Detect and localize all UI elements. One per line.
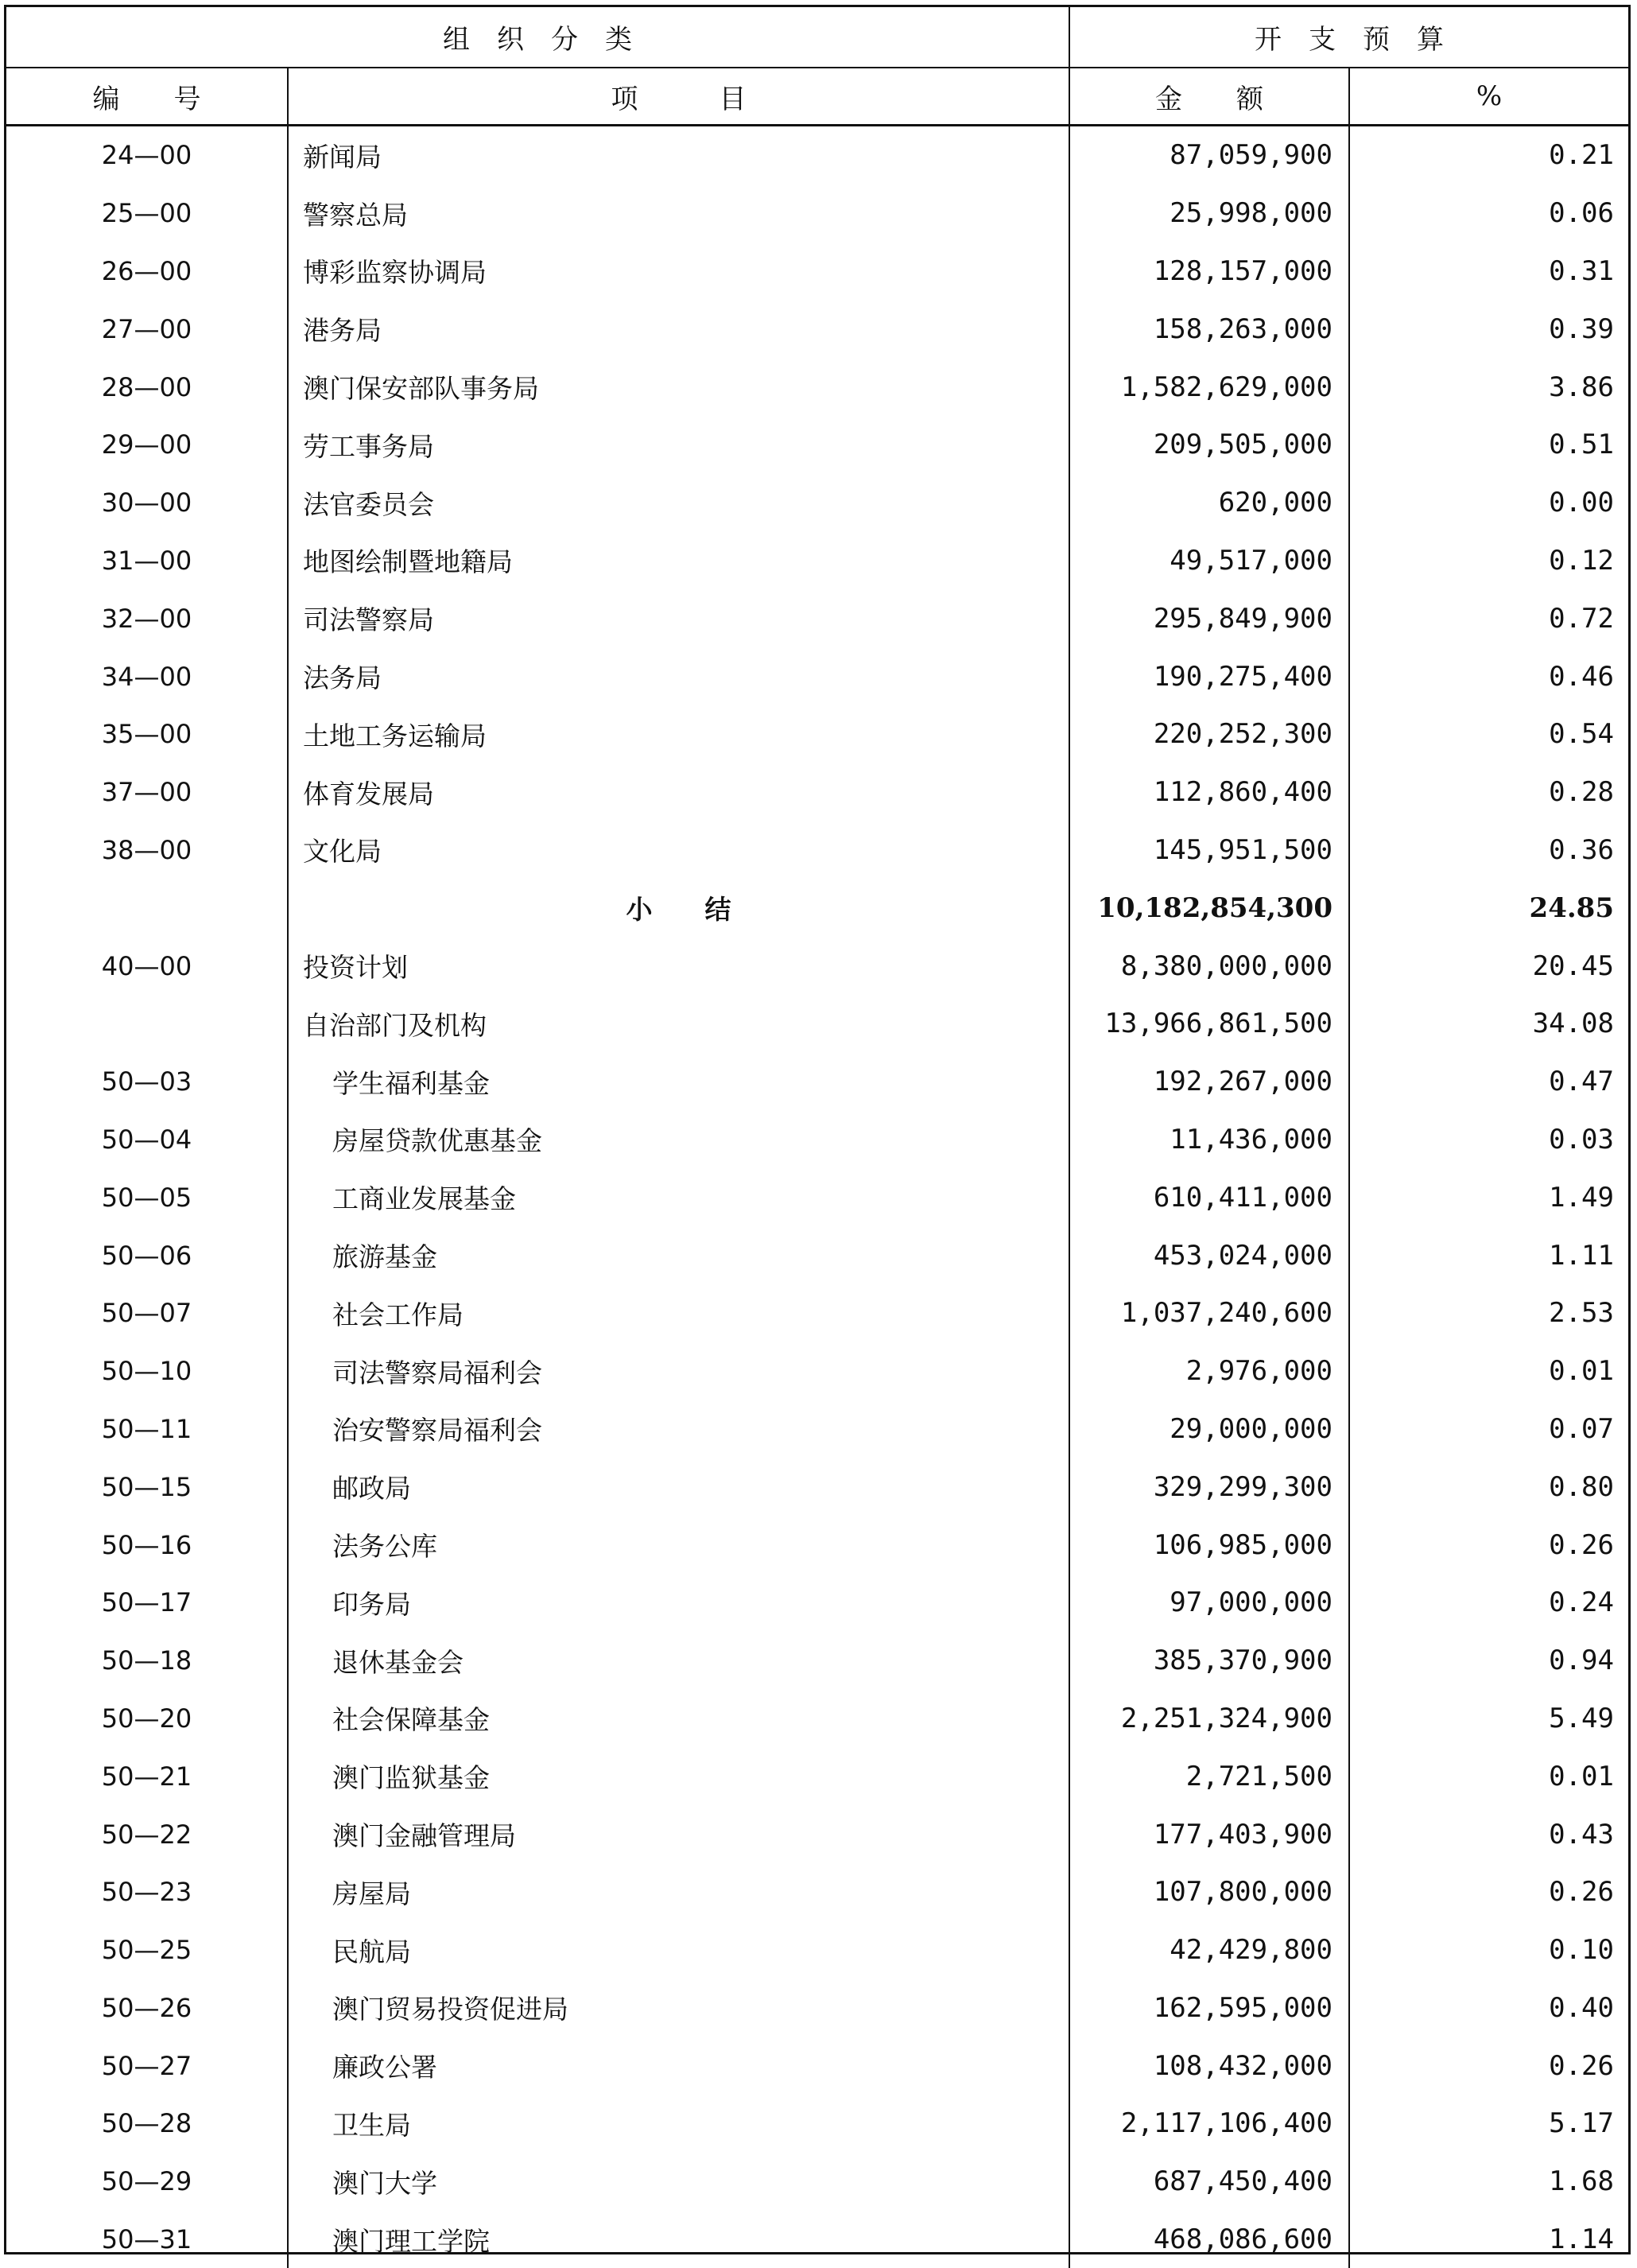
row-amount: 162,595,000 [1069, 1979, 1349, 2037]
row-code: 50—26 [6, 1979, 288, 2037]
row-percent: 0.28 [1349, 763, 1628, 821]
table-body [6, 126, 1628, 2268]
table-row [6, 1458, 1628, 1516]
row-item-name: 博彩监察协调局 [288, 243, 1069, 301]
row-percent: 0.06 [1349, 184, 1628, 243]
row-percent: 5.17 [1349, 2095, 1628, 2153]
row-percent: 0.54 [1349, 705, 1628, 763]
header-item: 项 目 [288, 68, 1069, 126]
row-amount: 610,411,000 [1069, 1168, 1349, 1226]
table-row [6, 1979, 1628, 2037]
row-amount: 687,450,400 [1069, 2153, 1349, 2211]
row-code: 50—05 [6, 1168, 288, 1226]
row-amount: 8,380,000,000 [1069, 937, 1349, 995]
row-item-name: 澳门贸易投资促进局 [288, 1979, 1069, 2037]
row-code [6, 879, 288, 937]
table-row [6, 1053, 1628, 1111]
row-item-name: 民航局 [288, 1921, 1069, 1979]
row-item-name: 新闻局 [288, 126, 1069, 184]
row-item-name: 澳门理工学院 [288, 2211, 1069, 2268]
row-item-name: 澳门监狱基金 [288, 1747, 1069, 1805]
header-amount: 金 额 [1069, 68, 1349, 126]
row-percent: 3.86 [1349, 358, 1628, 416]
row-code: 50—25 [6, 1921, 288, 1979]
header-percent: % [1349, 68, 1628, 126]
table-row [6, 2211, 1628, 2268]
row-amount: 295,849,900 [1069, 589, 1349, 647]
table-row [6, 243, 1628, 301]
row-code: 38—00 [6, 821, 288, 880]
table-row [6, 1516, 1628, 1574]
row-item-name: 房屋局 [288, 1863, 1069, 1921]
row-item-name: 地图绘制暨地籍局 [288, 532, 1069, 590]
table-row [6, 126, 1628, 184]
row-item-name: 法务公库 [288, 1516, 1069, 1574]
table-row [6, 1168, 1628, 1226]
row-amount: 220,252,300 [1069, 705, 1349, 763]
row-item-name: 港务局 [288, 300, 1069, 358]
row-percent: 1.68 [1349, 2153, 1628, 2211]
row-amount: 158,263,000 [1069, 300, 1349, 358]
row-item-name: 小 结 [288, 879, 1069, 937]
row-item-name: 澳门保安部队事务局 [288, 358, 1069, 416]
row-percent: 0.21 [1349, 126, 1628, 184]
row-amount: 107,800,000 [1069, 1863, 1349, 1921]
row-percent: 0.01 [1349, 1342, 1628, 1400]
row-code: 50—03 [6, 1053, 288, 1111]
row-percent: 0.39 [1349, 300, 1628, 358]
row-percent: 34.08 [1349, 995, 1628, 1053]
row-item-name: 澳门大学 [288, 2153, 1069, 2211]
row-code: 24—00 [6, 126, 288, 184]
row-amount: 453,024,000 [1069, 1226, 1349, 1284]
row-item-name: 法务局 [288, 647, 1069, 705]
row-code: 50—04 [6, 1111, 288, 1169]
row-item-name: 印务局 [288, 1574, 1069, 1632]
row-amount: 145,951,500 [1069, 821, 1349, 880]
row-item-name: 投资计划 [288, 937, 1069, 995]
table-row [6, 1690, 1628, 1748]
row-item-name: 司法警察局福利会 [288, 1342, 1069, 1400]
row-code: 50—17 [6, 1574, 288, 1632]
row-percent: 0.24 [1349, 1574, 1628, 1632]
row-amount: 49,517,000 [1069, 532, 1349, 590]
row-amount: 190,275,400 [1069, 647, 1349, 705]
table-row [6, 1805, 1628, 1863]
row-item-name: 学生福利基金 [288, 1053, 1069, 1111]
row-percent: 0.07 [1349, 1400, 1628, 1458]
table-row [6, 358, 1628, 416]
table-row [6, 532, 1628, 590]
row-item-name: 廉政公署 [288, 2037, 1069, 2095]
row-percent: 0.72 [1349, 589, 1628, 647]
row-item-name: 自治部门及机构 [288, 995, 1069, 1053]
table-row [6, 705, 1628, 763]
row-percent: 1.11 [1349, 1226, 1628, 1284]
table-row [6, 300, 1628, 358]
row-item-name: 治安警察局福利会 [288, 1400, 1069, 1458]
row-percent: 0.01 [1349, 1747, 1628, 1805]
row-percent: 0.26 [1349, 2037, 1628, 2095]
row-percent: 0.00 [1349, 474, 1628, 532]
row-percent: 0.47 [1349, 1053, 1628, 1111]
row-amount: 10,182,854,300 [1069, 879, 1349, 937]
row-amount: 13,966,861,500 [1069, 995, 1349, 1053]
row-code: 26—00 [6, 243, 288, 301]
header-expenditure-budget: 开 支 预 算 [1069, 7, 1628, 68]
table-row [6, 647, 1628, 705]
subtotal-row [6, 879, 1628, 937]
table-row [6, 1342, 1628, 1400]
row-code: 50—11 [6, 1400, 288, 1458]
row-percent: 0.10 [1349, 1921, 1628, 1979]
table-row [6, 1111, 1628, 1169]
row-item-name: 社会保障基金 [288, 1690, 1069, 1748]
row-percent: 0.12 [1349, 532, 1628, 590]
row-amount: 329,299,300 [1069, 1458, 1349, 1516]
header-organization-classification: 组 织 分 类 [6, 7, 1069, 68]
row-code: 29—00 [6, 416, 288, 474]
row-code: 40—00 [6, 937, 288, 995]
row-code: 31—00 [6, 532, 288, 590]
row-amount: 29,000,000 [1069, 1400, 1349, 1458]
row-percent: 1.14 [1349, 2211, 1628, 2268]
row-amount: 87,059,900 [1069, 126, 1349, 184]
row-amount: 468,086,600 [1069, 2211, 1349, 2268]
row-item-name: 房屋贷款优惠基金 [288, 1111, 1069, 1169]
row-code: 50—31 [6, 2211, 288, 2268]
row-code: 50—07 [6, 1284, 288, 1342]
row-amount: 42,429,800 [1069, 1921, 1349, 1979]
row-item-name: 澳门金融管理局 [288, 1805, 1069, 1863]
row-percent: 0.36 [1349, 821, 1628, 880]
table-row [6, 1921, 1628, 1979]
row-item-name: 卫生局 [288, 2095, 1069, 2153]
row-code: 37—00 [6, 763, 288, 821]
row-code: 25—00 [6, 184, 288, 243]
row-percent: 0.43 [1349, 1805, 1628, 1863]
row-code: 50—10 [6, 1342, 288, 1400]
row-item-name: 劳工事务局 [288, 416, 1069, 474]
row-percent: 20.45 [1349, 937, 1628, 995]
table-row [6, 1400, 1628, 1458]
row-code: 30—00 [6, 474, 288, 532]
row-percent: 0.26 [1349, 1516, 1628, 1574]
table-row [6, 1284, 1628, 1342]
table-row [6, 2037, 1628, 2095]
row-code: 50—22 [6, 1805, 288, 1863]
row-percent: 0.46 [1349, 647, 1628, 705]
row-amount: 1,037,240,600 [1069, 1284, 1349, 1342]
table-row [6, 416, 1628, 474]
row-amount: 25,998,000 [1069, 184, 1349, 243]
row-item-name: 土地工务运输局 [288, 705, 1069, 763]
row-amount: 2,117,106,400 [1069, 2095, 1349, 2153]
row-code: 50—15 [6, 1458, 288, 1516]
table-row [6, 1863, 1628, 1921]
row-percent: 5.49 [1349, 1690, 1628, 1748]
row-code: 50—06 [6, 1226, 288, 1284]
table-row [6, 1574, 1628, 1632]
row-item-name: 文化局 [288, 821, 1069, 880]
row-percent: 0.26 [1349, 1863, 1628, 1921]
row-amount: 128,157,000 [1069, 243, 1349, 301]
row-percent: 0.40 [1349, 1979, 1628, 2037]
row-percent: 0.94 [1349, 1632, 1628, 1690]
table-header [6, 7, 1628, 126]
row-code: 50—29 [6, 2153, 288, 2211]
budget-table-page [4, 5, 1631, 2254]
table-row [6, 937, 1628, 995]
table-row [6, 589, 1628, 647]
row-code: 50—20 [6, 1690, 288, 1748]
row-amount: 11,436,000 [1069, 1111, 1349, 1169]
row-amount: 192,267,000 [1069, 1053, 1349, 1111]
row-code: 50—28 [6, 2095, 288, 2153]
table-row [6, 474, 1628, 532]
row-code: 50—21 [6, 1747, 288, 1805]
row-percent: 0.80 [1349, 1458, 1628, 1516]
table-row [6, 2095, 1628, 2153]
row-item-name: 社会工作局 [288, 1284, 1069, 1342]
row-item-name: 司法警察局 [288, 589, 1069, 647]
row-code: 32—00 [6, 589, 288, 647]
row-amount: 385,370,900 [1069, 1632, 1349, 1690]
table-row [6, 2153, 1628, 2211]
table-row [6, 821, 1628, 880]
row-item-name: 工商业发展基金 [288, 1168, 1069, 1226]
row-percent: 1.49 [1349, 1168, 1628, 1226]
row-percent: 2.53 [1349, 1284, 1628, 1342]
row-percent: 0.31 [1349, 243, 1628, 301]
row-amount: 620,000 [1069, 474, 1349, 532]
row-item-name: 邮政局 [288, 1458, 1069, 1516]
row-amount: 2,976,000 [1069, 1342, 1349, 1400]
row-code: 34—00 [6, 647, 288, 705]
row-amount: 1,582,629,000 [1069, 358, 1349, 416]
table-row [6, 184, 1628, 243]
row-code: 50—18 [6, 1632, 288, 1690]
table-row [6, 1226, 1628, 1284]
row-amount: 108,432,000 [1069, 2037, 1349, 2095]
row-code: 50—27 [6, 2037, 288, 2095]
row-amount: 2,251,324,900 [1069, 1690, 1349, 1748]
row-item-name: 旅游基金 [288, 1226, 1069, 1284]
row-item-name: 法官委员会 [288, 474, 1069, 532]
row-amount: 112,860,400 [1069, 763, 1349, 821]
row-percent: 0.03 [1349, 1111, 1628, 1169]
row-amount: 106,985,000 [1069, 1516, 1349, 1574]
table-row [6, 1747, 1628, 1805]
row-code: 27—00 [6, 300, 288, 358]
budget-table [6, 7, 1628, 2268]
row-item-name: 警察总局 [288, 184, 1069, 243]
header-code: 编 号 [6, 68, 288, 126]
table-row [6, 763, 1628, 821]
row-code: 50—23 [6, 1863, 288, 1921]
table-row [6, 995, 1628, 1053]
row-amount: 97,000,000 [1069, 1574, 1349, 1632]
row-item-name: 体育发展局 [288, 763, 1069, 821]
table-row [6, 1632, 1628, 1690]
row-amount: 2,721,500 [1069, 1747, 1349, 1805]
row-percent: 24.85 [1349, 879, 1628, 937]
row-code: 50—16 [6, 1516, 288, 1574]
row-percent: 0.51 [1349, 416, 1628, 474]
row-code [6, 995, 288, 1053]
row-item-name: 退休基金会 [288, 1632, 1069, 1690]
row-amount: 177,403,900 [1069, 1805, 1349, 1863]
row-code: 35—00 [6, 705, 288, 763]
row-code: 28—00 [6, 358, 288, 416]
row-amount: 209,505,000 [1069, 416, 1349, 474]
